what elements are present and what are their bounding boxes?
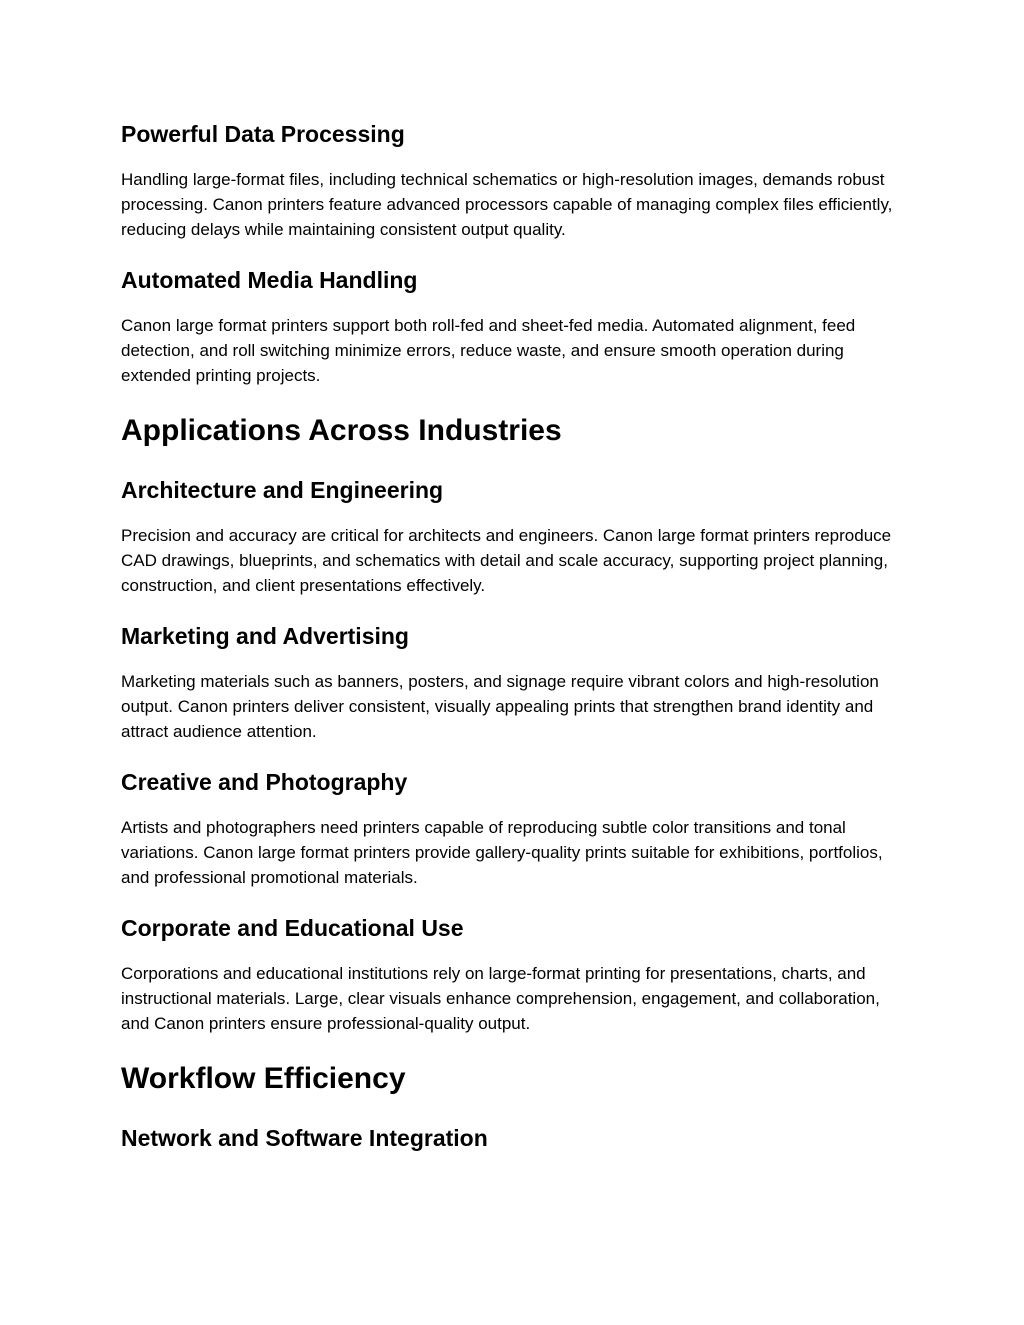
paragraph-architecture-and-engineering: Precision and accuracy are critical for architects and engineers. Canon large format printers reproduce CAD drawings, blueprints, and schematics with detail and scale accuracy, supporting project planning, construction, and client presentations effectively. (121, 526, 892, 595)
paragraph-powerful-data-processing: Handling large-format files, including technical schematics or high-resolution images, demands robust processing. Canon printers feature advanced processors capable of managing complex files efficiently, reducing delays while maintaining consistent output quality. (121, 170, 893, 239)
heading-architecture-and-engineering: Architecture and Engineering (121, 477, 444, 503)
paragraph-automated-media-handling: Canon large format printers support both roll-fed and sheet-fed media. Automated alignment, feed detection, and roll switching minimize errors, reduce waste, and ensure smooth operation during extended printing projects. (121, 316, 856, 385)
heading-powerful-data-processing: Powerful Data Processing (121, 121, 405, 147)
heading-workflow-efficiency: Workflow Efficiency (121, 1062, 406, 1095)
paragraph-creative-and-photography: Artists and photographers need printers capable of reproducing subtle color transitions and tonal variations. Canon large format printers provide gallery-quality prints suitable for exhibitions, portfolios, and professional promotional materials. (121, 818, 883, 887)
heading-applications-across-industries: Applications Across Industries (121, 414, 562, 447)
heading-creative-and-photography: Creative and Photography (121, 769, 408, 795)
paragraph-marketing-and-advertising: Marketing materials such as banners, posters, and signage require vibrant colors and high-resolution output. Canon printers deliver consistent, visually appealing prints that strengthen brand identity and attract audience attention. (121, 672, 879, 741)
heading-corporate-and-educational-use: Corporate and Educational Use (121, 915, 464, 941)
heading-automated-media-handling: Automated Media Handling (121, 267, 418, 293)
paragraph-corporate-and-educational-use: Corporations and educational institutions rely on large-format printing for presentations, charts, and instructional materials. Large, clear visuals enhance comprehension, engagement, and collaboration, and Canon printers ensure professional-quality output. (121, 964, 880, 1033)
heading-network-and-software-integration: Network and Software Integration (121, 1125, 488, 1151)
heading-marketing-and-advertising: Marketing and Advertising (121, 623, 409, 649)
